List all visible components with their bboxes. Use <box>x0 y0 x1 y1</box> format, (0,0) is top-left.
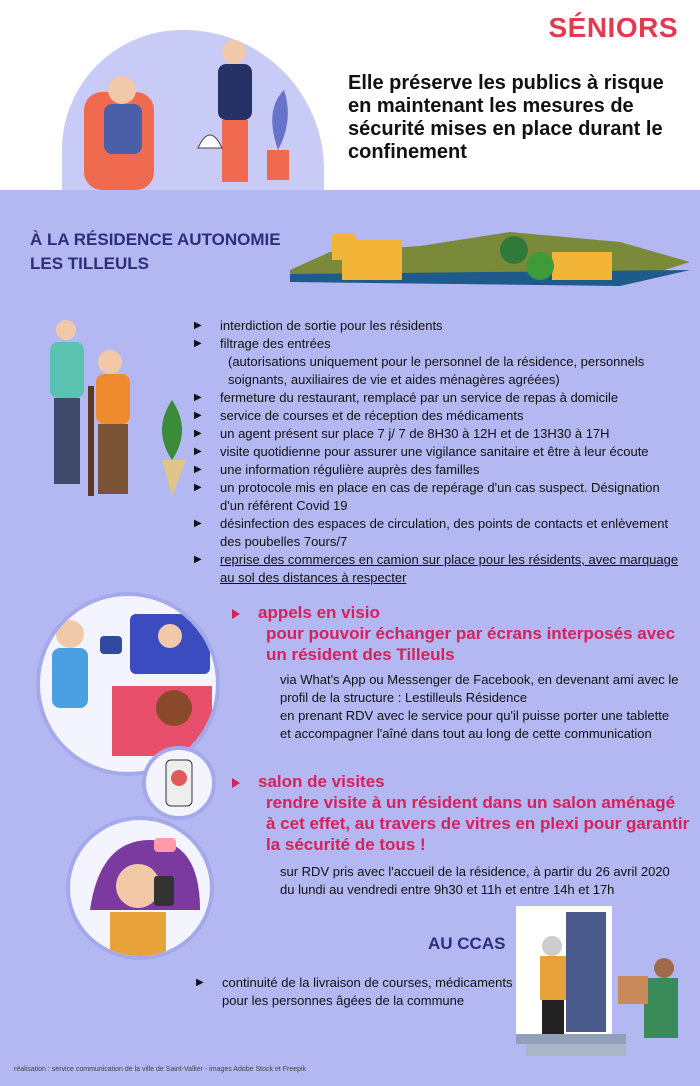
bullet-item: ▶ un agent présent sur place 7 j/ 7 de 8H30 à 12H et de 13H30 à 17H <box>194 425 684 443</box>
ccas-bullet-list <box>196 974 526 1010</box>
salon-title-line1: salon de visites <box>258 772 385 791</box>
section-title-line2: LES TILLEULS <box>30 254 149 273</box>
visit-illustration <box>66 816 214 960</box>
salon-detail-line: du lundi au vendredi entre 9h30 et 11h et entre 14h et 17h <box>280 882 615 897</box>
caregiver-illustration <box>32 316 192 500</box>
bullet-item: ▶ visite quotidienne pour assurer une vigilance sanitaire et être à leur écoute <box>194 443 684 461</box>
bullet-item: ▶ service de courses et de réception des médicaments <box>194 407 684 425</box>
bullet-item: ▶ reprise des commerces en camion sur place pour les résidents, avec marquage au sol des distances à respecter <box>194 551 684 587</box>
bullet-note: (autorisations uniquement pour le personnel de la résidence, personnels soignants, auxiliaires de vie et aides ménagères agréées) <box>228 354 645 387</box>
headline: Elle préserve les publics à risque en maintenant les mesures de sécurité mises en place durant le confinement <box>348 72 664 163</box>
triangle-bullet-icon <box>232 778 240 788</box>
seniors-badge: SÉNIORS <box>548 12 678 43</box>
phone-selfie-illustration <box>142 746 216 820</box>
section-title-line1: À LA RÉSIDENCE AUTONOMIE <box>30 230 281 249</box>
visio-title-line3: un résident des Tilleuls <box>266 645 455 664</box>
visio-detail-line: via What's App ou Messenger de Facebook, en devenant ami avec le <box>280 672 679 687</box>
visio-title-line1: appels en visio <box>258 603 380 622</box>
visio-detail-line: en prenant RDV avec le service pour qu'il puisse porter une tablette <box>280 708 670 723</box>
salon-title <box>232 771 689 855</box>
delivery-illustration <box>516 906 692 1062</box>
bullet-item: ▶ désinfection des espaces de circulation, des points de contacts et enlèvement des poubelles 7ours/7 <box>194 515 684 551</box>
triangle-bullet-icon <box>232 609 240 619</box>
header-illustration <box>62 30 324 190</box>
visio-title <box>232 602 675 665</box>
section-title-residence <box>30 228 281 276</box>
salon-title-line2: rendre visite à un résident dans un salon aménagé <box>266 793 676 812</box>
ccas-bullet-line1: ▶ continuité de la livraison de courses, médicaments <box>222 975 513 990</box>
bullet-item <box>194 335 684 389</box>
salon-title-line4: la sécurité de tous ! <box>266 835 426 854</box>
footer-credits: réalisation : service communication de la ville de Saint-Vallier - images Adobe Stock et Freepik <box>14 1066 307 1073</box>
bullet-label: ▶ filtrage des entrées <box>220 336 331 351</box>
bullet-item <box>196 974 526 1010</box>
ccas-title: AU CCAS <box>428 934 506 953</box>
bullet-item: ▶ une information régulière auprès des familles <box>194 461 684 479</box>
salon-detail-line: sur RDV pris avec l'accueil de la résidence, à partir du 26 avril 2020 <box>280 864 670 879</box>
visio-detail-line: profil de la structure : Lestilleuls Résidence <box>280 690 528 705</box>
visio-details <box>280 671 690 743</box>
ccas-bullet-line2: pour les personnes âgées de la commune <box>222 993 465 1008</box>
bullet-item: ▶ un protocole mis en place en cas de repérage d'un cas suspect. Désignation d'un référent Covid 19 <box>194 479 684 515</box>
residence-bullet-list <box>194 317 684 587</box>
visio-title-line2: pour pouvoir échanger par écrans interposés avec <box>266 624 676 643</box>
salon-title-line3: à cet effet, au travers de vitres en plexi pour garantir <box>266 814 690 833</box>
salon-details <box>280 863 690 899</box>
residence-illustration <box>290 222 690 288</box>
bullet-item: ▶ fermeture du restaurant, remplacé par un service de repas à domicile <box>194 389 684 407</box>
visio-detail-line: et accompagner l'aîné dans tout au long de cette communication <box>280 726 652 741</box>
bullet-item: ▶ interdiction de sortie pour les résidents <box>194 317 684 335</box>
